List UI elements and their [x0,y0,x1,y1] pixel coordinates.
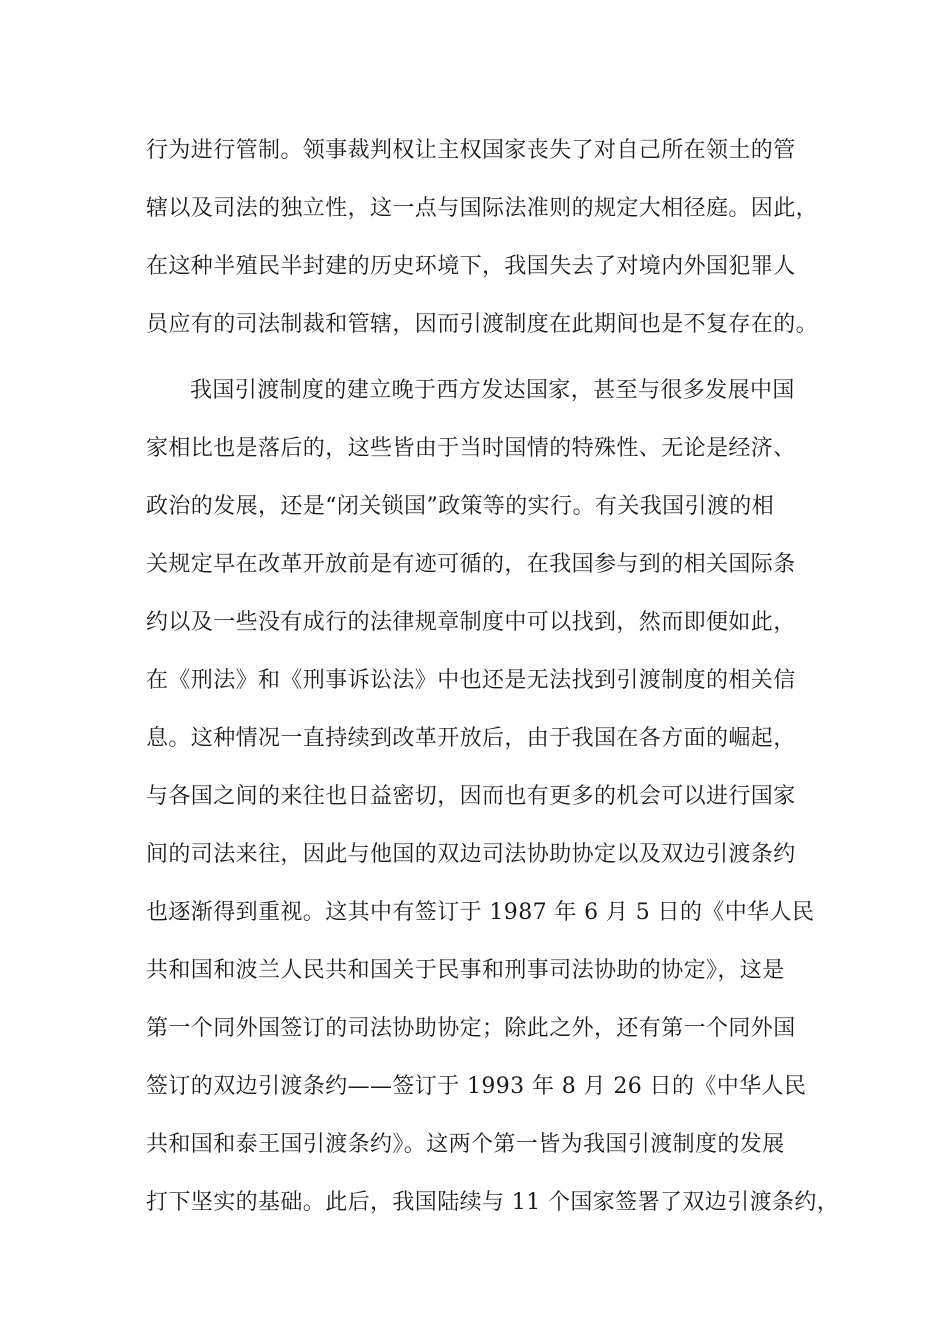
paragraph-2-line-4: 关规定早在改革开放前是有迹可循的，在我国参与到的相关国际条 [146,552,796,577]
paragraph-1-line-4: 员应有的司法制裁和管辖，因而引渡制度在此期间也是不复存在的。 [146,312,819,337]
paragraph-2-line-13: 签订的双边引渡条约——签订于 1993 年 8 月 26 日的《中华人民 [146,1074,807,1099]
paragraph-2-line-12: 第一个同外国签订的司法协助协定；除此之外，还有第一个同外国 [146,1016,796,1041]
paragraph-2-line-2: 家相比也是落后的，这些皆由于当时国情的特殊性、无论是经济、 [146,436,796,461]
paragraph-1-line-3: 在这种半殖民半封建的历史环境下，我国失去了对境内外国犯罪人 [146,254,796,279]
paragraph-2-line-7: 息。这种情况一直持续到改革开放后，由于我国在各方面的崛起， [146,726,796,751]
paragraph-2-line-5: 约以及一些没有成行的法律规章制度中可以找到，然而即便如此， [146,610,796,635]
paragraph-2-line-6: 在《刑法》和《刑事诉讼法》中也还是无法找到引渡制度的相关信 [146,668,796,693]
paragraph-2-line-9: 间的司法来往，因此与他国的双边司法协助协定以及双边引渡条约 [146,842,796,867]
paragraph-1-line-2: 辖以及司法的独立性，这一点与国际法准则的规定大相径庭。因此， [146,196,819,221]
paragraph-2-line-10: 也逐渐得到重视。这其中有签订于 1987 年 6 月 5 日的《中华人民 [146,900,815,925]
paragraph-2-line-14: 共和国和泰王国引渡条约》。这两个第一皆为我国引渡制度的发展 [146,1132,785,1157]
paragraph-2-line-15: 打下坚实的基础。此后，我国陆续与 11 个国家签署了双边引渡条约， [146,1190,840,1215]
paragraph-1-line-1: 行为进行管制。领事裁判权让主权国家丧失了对自己所在领土的管 [146,138,796,163]
paragraph-2-line-11: 共和国和波兰人民共和国关于民事和刑事司法协助的协定》，这是 [146,958,785,983]
paragraph-2-line-1: 我国引渡制度的建立晚于西方发达国家，甚至与很多发展中国 [190,378,795,403]
paragraph-2-line-8: 与各国之间的来往也日益密切，因而也有更多的机会可以进行国家 [146,784,796,809]
paragraph-2-line-3: 政治的发展，还是“闭关锁国”政策等的实行。有关我国引渡的相 [146,494,775,519]
